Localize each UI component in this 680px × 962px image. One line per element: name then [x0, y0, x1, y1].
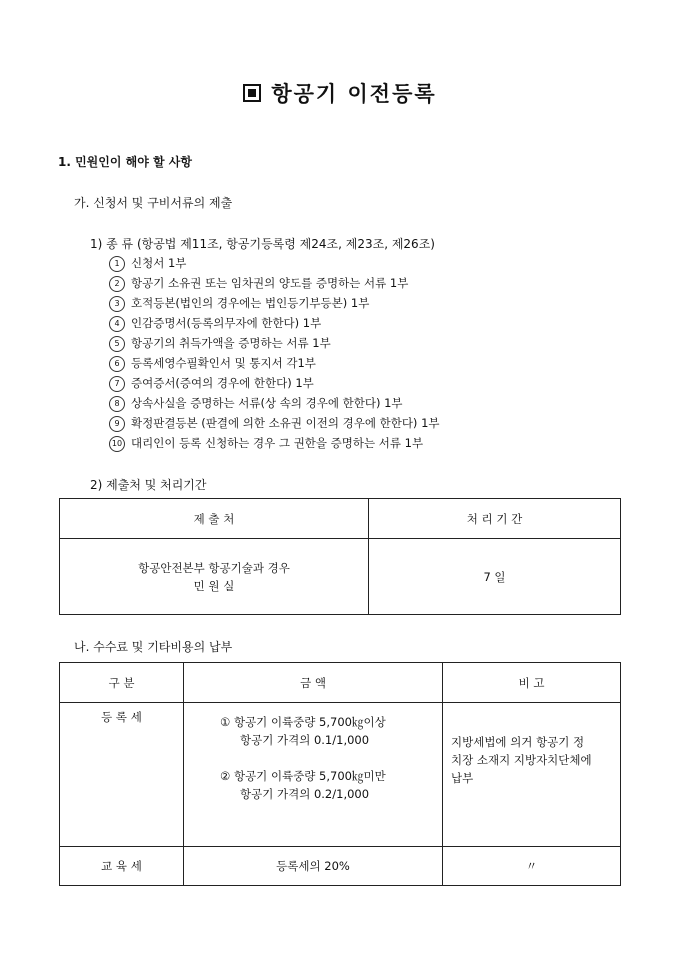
- type-cell: 등 록 세: [60, 703, 184, 847]
- list-item-text: 인감증명서(등록의무자에 한한다) 1부: [131, 316, 322, 330]
- subsection-submission: 2) 제출처 및 처리기간: [90, 478, 207, 492]
- note-line: 납부: [451, 771, 474, 785]
- note-cell: [443, 703, 621, 847]
- amount-line: 항공기 가격의 0.1/1,000: [240, 733, 370, 747]
- header-note: 비 고: [443, 663, 621, 703]
- circled-number: 1: [109, 256, 125, 272]
- list-item-text: 확정판결등본 (판결에 의한 소유권 이전의 경우에 한한다) 1부: [131, 416, 440, 430]
- header-type: 구 분: [60, 663, 184, 703]
- list-item: [109, 435, 423, 452]
- page-title-text: 항공기 이전등록: [271, 81, 437, 106]
- header-amount: 금 액: [184, 663, 443, 703]
- list-item: [109, 315, 321, 332]
- circled-number: 4: [109, 316, 125, 332]
- circled-number: 10: [109, 436, 125, 452]
- circled-number: 7: [109, 376, 125, 392]
- list-item: [109, 375, 314, 392]
- circled-number: 5: [109, 336, 125, 352]
- list-item: [109, 255, 186, 272]
- list-item: [109, 355, 316, 372]
- square-bullet-icon: [243, 84, 261, 102]
- list-item: [109, 395, 403, 412]
- circled-number: 6: [109, 356, 125, 372]
- subsection-ga: 가. 신청서 및 구비서류의 제출: [74, 196, 233, 210]
- list-item-text: 항공기 소유권 또는 임차권의 양도를 증명하는 서류 1부: [131, 276, 409, 290]
- amount-line: 항공기 가격의 0.2/1,000: [240, 787, 370, 801]
- page-title: [0, 78, 680, 108]
- note-cell: 〃: [443, 847, 621, 886]
- list-item: [109, 335, 331, 352]
- list-item: [109, 415, 440, 432]
- circled-number: 9: [109, 416, 125, 432]
- header-period: 처 리 기 간: [369, 499, 621, 539]
- amount-line: ① 항공기 이륙중량 5,700㎏이상: [220, 715, 386, 729]
- type-cell: 교 육 세: [60, 847, 184, 886]
- fees-table: [59, 662, 621, 886]
- list-item-text: 항공기의 취득가액을 증명하는 서류 1부: [131, 336, 331, 350]
- amount-cell: 등록세의 20%: [184, 847, 443, 886]
- circled-number: 2: [109, 276, 125, 292]
- period-cell: 7 일: [369, 539, 621, 615]
- list-item: [109, 275, 408, 292]
- list-item-text: 증여증서(증여의 경우에 한한다) 1부: [131, 376, 314, 390]
- place-line: 민 원 실: [193, 578, 235, 593]
- note-line: 치장 소재지 지방자치단체에: [451, 753, 592, 767]
- list-item: [109, 295, 369, 312]
- list-item-text: 대리인이 등록 신청하는 경우 그 권한을 증명하는 서류 1부: [131, 436, 424, 450]
- subsection-types: 1) 종 류 (항공법 제11조, 항공기등록령 제24조, 제23조, 제26조): [90, 237, 435, 251]
- amount-cell: [184, 703, 443, 847]
- list-item-text: 신청서 1부: [131, 256, 187, 270]
- list-item-text: 호적등본(법인의 경우에는 법인등기부등본) 1부: [131, 296, 370, 310]
- place-cell: [60, 539, 369, 615]
- place-line: 항공안전본부 항공기술과 경우: [138, 560, 290, 575]
- header-place: 제 출 처: [60, 499, 369, 539]
- list-item-text: 등록세영수필확인서 및 통지서 각1부: [131, 356, 316, 370]
- subsection-fees: 나. 수수료 및 기타비용의 납부: [74, 640, 233, 654]
- list-item-text: 상속사실을 증명하는 서류(상 속의 경우에 한한다) 1부: [131, 396, 403, 410]
- section-heading: 1. 민원인이 해야 할 사항: [58, 155, 192, 169]
- circled-number: 3: [109, 296, 125, 312]
- amount-line: ② 항공기 이륙중량 5,700㎏미만: [220, 769, 386, 783]
- submission-table: [59, 498, 621, 615]
- note-line: 지방세법에 의거 항공기 정: [451, 735, 585, 749]
- circled-number: 8: [109, 396, 125, 412]
